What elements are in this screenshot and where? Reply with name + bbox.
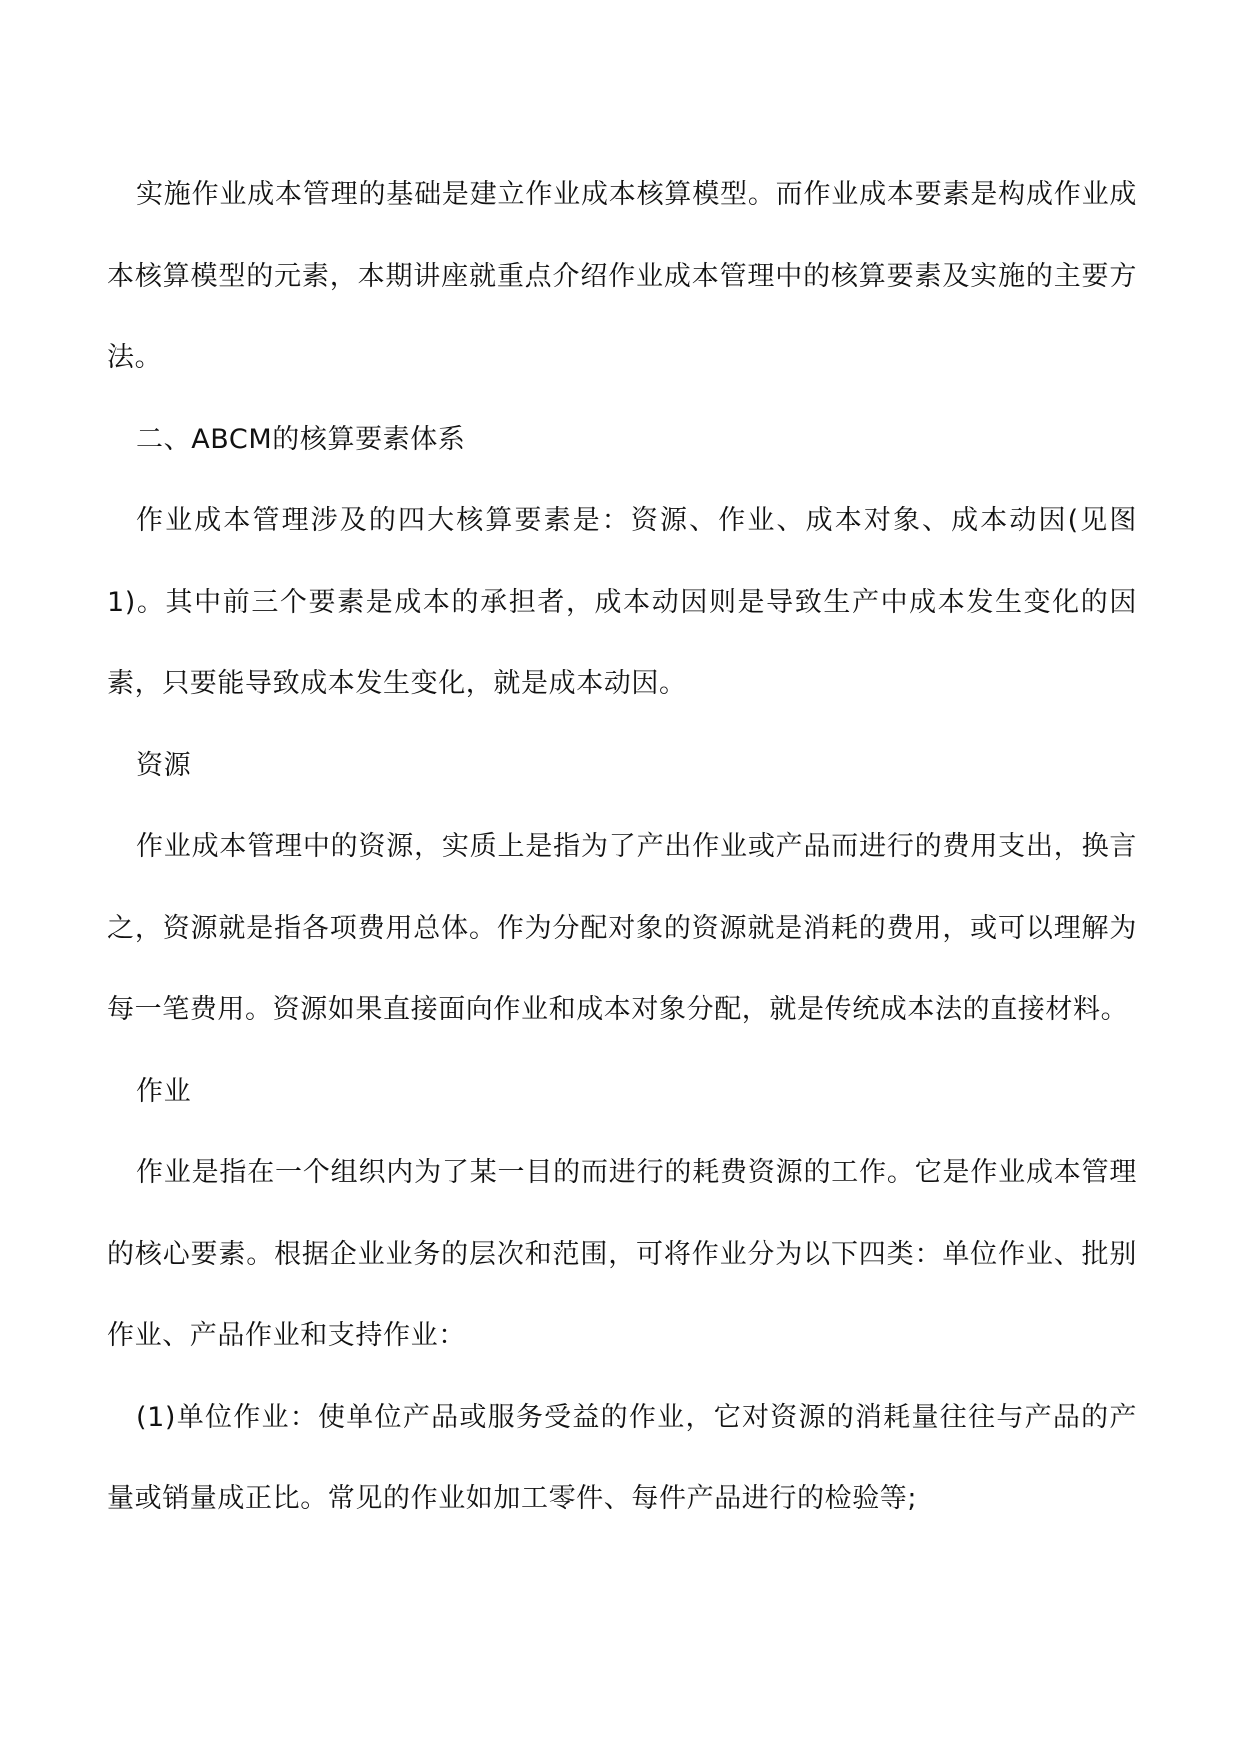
- subheading-resources: 资源: [136, 749, 192, 781]
- paragraph-four-elements: 作业成本管理涉及的四大核算要素是：资源、作业、成本对象、成本动因(见图1)。其中前三个要素是成本的承担者，成本动因则是导致生产中成本发生变化的因素，只要能导致成本发生变化，就是成本动因。: [107, 505, 1137, 699]
- document-body: [107, 154, 1137, 1540]
- subheading-activities: 作业: [136, 1075, 192, 1107]
- paragraph-intro: 实施作业成本管理的基础是建立作业成本核算模型。而作业成本要素是构成作业成本核算模型的元素，本期讲座就重点介绍作业成本管理中的核算要素及实施的主要方法。: [107, 179, 1137, 373]
- paragraph-unit-activity: (1)单位作业：使单位产品或服务受益的作业，它对资源的消耗量往往与产品的产量或销量成正比。常见的作业如加工零件、每件产品进行的检验等;: [107, 1401, 1137, 1514]
- paragraph-resources: 作业成本管理中的资源，实质上是指为了产出作业或产品而进行的费用支出，换言之，资源就是指各项费用总体。作为分配对象的资源就是消耗的费用，或可以理解为每一笔费用。资源如果直接面向作业和成本对象分配，就是传统成本法的直接材料。: [107, 831, 1137, 1025]
- paragraph-activities: 作业是指在一个组织内为了某一目的而进行的耗费资源的工作。它是作业成本管理的核心要素。根据企业业务的层次和范围，可将作业分为以下四类：单位作业、批别作业、产品作业和支持作业：: [107, 1157, 1137, 1351]
- section-heading-abcm-elements: 二、ABCM的核算要素体系: [136, 423, 466, 455]
